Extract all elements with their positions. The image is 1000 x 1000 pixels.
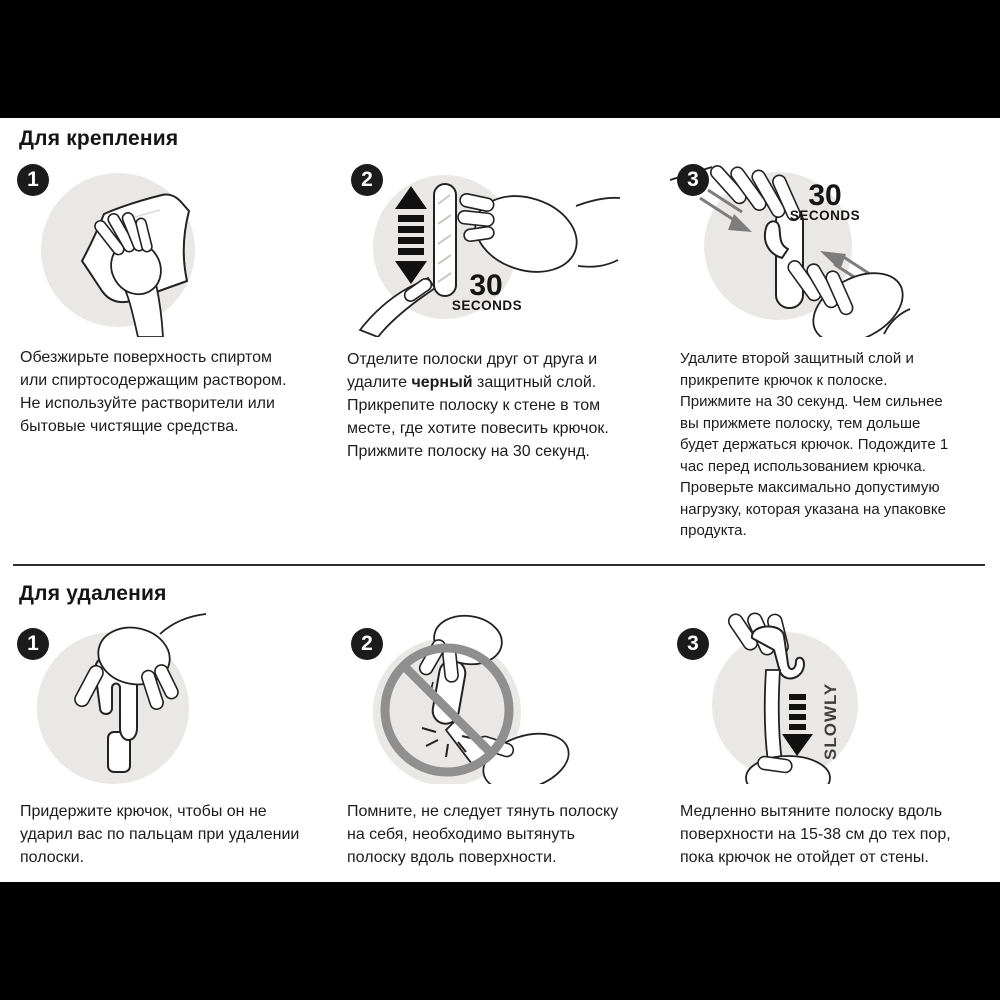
duration-value-label: 30 <box>808 179 842 212</box>
text-line: или спиртосодержащим раствором. <box>20 372 287 389</box>
text-line: Придержите крючок, чтобы он не <box>20 803 267 820</box>
attach-step1-text <box>20 346 320 438</box>
text-line: продукта. <box>680 522 747 539</box>
step-number-badge <box>351 164 383 196</box>
slowly-label: SLOWLY <box>821 682 840 760</box>
text-line: ударил вас по пальцам при удалении <box>20 826 300 843</box>
step-number: 2 <box>361 632 373 655</box>
step-number-badge <box>17 164 49 196</box>
attach-step2-illustration <box>340 162 660 337</box>
text-line: час перед использованием крючка. <box>680 457 926 475</box>
text-line: будет держаться крючок. Подождите 1 <box>680 436 949 453</box>
pull-strip-slowly-icon <box>670 612 990 784</box>
text-line: Обезжирьте поверхность спиртом <box>20 349 272 366</box>
bold-text-segment: черный <box>411 374 473 391</box>
remove-step2-illustration <box>340 612 660 784</box>
remove-step3-illustration <box>670 612 990 784</box>
text-line: нагрузку, которая указана на упаковке <box>680 500 946 518</box>
press-hook-icon <box>670 162 990 337</box>
step-number: 3 <box>687 168 699 191</box>
attach-step3-illustration <box>670 162 990 337</box>
attach-step1-illustration <box>10 162 330 337</box>
strip-separation-icon <box>340 162 660 337</box>
remove-step2-text <box>347 800 647 869</box>
section-title-removal: Для удаления <box>19 582 167 605</box>
text-line: Не используйте растворители или <box>20 395 275 412</box>
step-number: 1 <box>27 168 39 191</box>
attach-step2-text <box>347 348 647 463</box>
text-line: Удалите второй защитный слой и <box>680 350 914 367</box>
duration-value-label: 30 <box>469 269 503 302</box>
text-line: на себя, необходимо вытянуть <box>347 826 576 843</box>
step-number-badge <box>17 628 49 660</box>
text-line: бытовые чистящие средства. <box>20 418 239 435</box>
section-divider <box>13 564 985 566</box>
text-segment: удалите <box>347 374 412 391</box>
text-line: полоски. <box>20 849 85 866</box>
attach-step3-text <box>680 348 985 542</box>
hand-wiping-surface-icon <box>10 162 330 337</box>
text-line: Прижмите на 30 секунд. Чем сильнее <box>680 393 943 410</box>
text-line: Проверьте максимально допустимую <box>680 479 940 496</box>
letterbox-top <box>0 0 1000 118</box>
hold-hook-icon <box>10 612 330 784</box>
text-line <box>347 371 647 394</box>
step-number-badge <box>677 164 709 196</box>
text-line: вы прижмете полоску, тем дольше <box>680 414 921 432</box>
step-number-badge <box>677 628 709 660</box>
text-line: поверхности на 15-38 см до тех пор, <box>680 826 951 843</box>
text-line: Прикрепите полоску к стене в том <box>347 397 601 414</box>
adhesive-strip <box>434 184 456 296</box>
step-number: 1 <box>27 632 39 655</box>
duration-unit-label: SECONDS <box>789 208 861 223</box>
text-line: прикрепите крючок к полоске. <box>680 371 888 389</box>
text-segment: защитный слой. <box>472 374 597 391</box>
step-number: 2 <box>361 168 373 191</box>
text-line: полоску вдоль поверхности. <box>347 849 557 866</box>
text-line: пока крючок не отойдет от стены. <box>680 849 929 866</box>
remove-step3-text <box>680 800 985 869</box>
duration-unit-label: SECONDS <box>451 298 523 313</box>
do-not-pull-icon <box>340 612 660 784</box>
step-number-badge <box>351 628 383 660</box>
section-title-attachment: Для крепления <box>19 127 179 150</box>
remove-step1-illustration <box>10 612 330 784</box>
text-line: Отделите полоски друг от друга и <box>347 351 598 368</box>
remove-step1-text <box>20 800 330 869</box>
text-line: Прижмите полоску на 30 секунд. <box>347 443 590 460</box>
step-number: 3 <box>687 632 699 655</box>
letterbox-bottom <box>0 882 1000 1000</box>
text-line: Медленно вытяните полоску вдоль <box>680 803 943 820</box>
text-line: Помните, не следует тянуть полоску <box>347 803 619 820</box>
text-line: месте, где хотите повесить крючок. <box>347 420 609 437</box>
